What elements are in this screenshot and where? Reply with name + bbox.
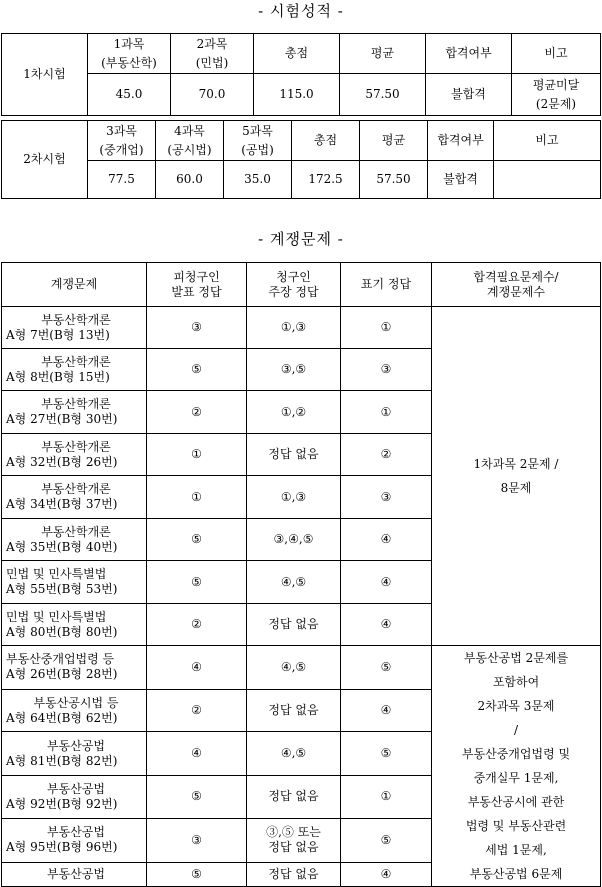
round2-value-pass: 불합격 [428, 161, 494, 199]
marked-answer: ② [341, 434, 432, 476]
round1-score-table [1, 33, 601, 116]
claimed-answer: 정답 없음 [247, 862, 341, 886]
round2-header-total: 총점 [292, 121, 360, 161]
round1-value-pass: 불합격 [426, 74, 512, 116]
round1-header-note: 비고 [512, 34, 601, 74]
dispute-header-question: 계쟁문제 [2, 263, 147, 307]
claimed-answer: ④,⑤ [247, 646, 341, 690]
claimed-answer: 정답 없음 [247, 689, 341, 732]
marked-answer: ① [341, 307, 432, 349]
question-cell: 부동산학개론 A형 32번(B형 26번) [2, 434, 147, 476]
claimed-answer: ④,⑤ [247, 732, 341, 776]
claimed-answer: ④,⑤ [247, 561, 341, 604]
round2-header-subject4: 4과목 (공시법) [156, 121, 224, 161]
question-cell: 부동산학개론 A형 8번(B형 15번) [2, 349, 147, 391]
round2-header-subject5: 5과목 (공법) [224, 121, 292, 161]
round1-header-total: 총점 [254, 34, 340, 74]
round2-label: 2차시험 [2, 121, 88, 199]
round2-value-subject4: 60.0 [156, 161, 224, 199]
claimed-answer: ①,③ [247, 476, 341, 519]
round1-value-subject1: 45.0 [88, 74, 171, 116]
claimed-answer: 정답 없음 [247, 776, 341, 819]
official-answer: ⑤ [147, 561, 247, 604]
round2-value-subject3: 77.5 [88, 161, 156, 199]
marked-answer: ④ [341, 604, 432, 646]
official-answer: ⑤ [147, 519, 247, 561]
official-answer: ⑤ [147, 862, 247, 886]
round2-value-subject5: 35.0 [224, 161, 292, 199]
score-section-title: - 시험성적 - [258, 2, 344, 20]
round2-header-subject3: 3과목 (중개업) [88, 121, 156, 161]
official-answer: ④ [147, 646, 247, 690]
official-answer: ② [147, 604, 247, 646]
official-answer: ⑤ [147, 776, 247, 819]
marked-answer: ⑤ [341, 818, 432, 862]
question-cell: 부동산공법 [2, 862, 147, 886]
round2-header-note: 비고 [494, 121, 601, 161]
round2-value-note [494, 161, 601, 199]
question-cell: 부동산학개론 A형 27번(B형 30번) [2, 391, 147, 434]
claimed-answer: 정답 없음 [247, 434, 341, 476]
question-cell: 민법 및 민사특별법 A형 55번(B형 53번) [2, 561, 147, 604]
dispute-header-official-answer: 피청구인 발표 정답 [147, 263, 247, 307]
question-cell: 부동산공시법 등 A형 64번(B형 62번) [2, 689, 147, 732]
marked-answer: ⑤ [341, 646, 432, 690]
table-row [2, 646, 601, 690]
dispute-section-title: - 계쟁문제 - [258, 230, 344, 248]
claimed-answer: 정답 없음 [247, 604, 341, 646]
group2-required-count: 부동산공법 2문제를 포함하여 2차과목 3문제 / 부동산중개업법령 및 중개실무 1문제, 부동산공시에 관한 법령 및 부동산관련 세법 1문제, 부동산공법 6문제 [432, 646, 601, 887]
round2-header-average: 평균 [360, 121, 428, 161]
round1-header-average: 평균 [340, 34, 426, 74]
claimed-answer: ①,③ [247, 307, 341, 349]
round1-value-note: 평균미달 (2문제) [512, 74, 601, 116]
official-answer: ② [147, 391, 247, 434]
marked-answer: ③ [341, 349, 432, 391]
question-cell: 부동산학개론 A형 35번(B형 40번) [2, 519, 147, 561]
dispute-header-claimed-answer: 청구인 주장 정답 [247, 263, 341, 307]
question-cell: 부동산학개론 A형 34번(B형 37번) [2, 476, 147, 519]
question-cell: 부동산학개론 A형 7번(B형 13번) [2, 307, 147, 349]
marked-answer: ④ [341, 689, 432, 732]
official-answer: ① [147, 476, 247, 519]
question-cell: 부동산중개업법령 등 A형 26번(B형 28번) [2, 646, 147, 690]
claimed-answer: ③,⑤ [247, 349, 341, 391]
dispute-header-required-count: 합격필요문제수/ 계쟁문제수 [432, 263, 601, 307]
round1-value-average: 57.50 [340, 74, 426, 116]
round1-label: 1차시험 [2, 34, 88, 116]
official-answer: ① [147, 434, 247, 476]
marked-answer: ① [341, 776, 432, 819]
dispute-header-marked-answer: 표기 정답 [341, 263, 432, 307]
marked-answer: ④ [341, 862, 432, 886]
claimed-answer: ③,④,⑤ [247, 519, 341, 561]
marked-answer: ④ [341, 561, 432, 604]
round2-value-average: 57.50 [360, 161, 428, 199]
official-answer: ③ [147, 307, 247, 349]
question-cell: 부동산공법 A형 81번(B형 82번) [2, 732, 147, 776]
question-cell: 부동산공법 A형 95번(B형 96번) [2, 818, 147, 862]
claimed-answer: ③,⑤ 또는 정답 없음 [247, 818, 341, 862]
question-cell: 부동산공법 A형 92번(B형 92번) [2, 776, 147, 819]
claimed-answer: ①,② [247, 391, 341, 434]
round1-header-subject1: 1과목 (부동산학) [88, 34, 171, 74]
round1-value-total: 115.0 [254, 74, 340, 116]
official-answer: ④ [147, 732, 247, 776]
marked-answer: ④ [341, 519, 432, 561]
question-cell: 민법 및 민사특별법 A형 80번(B형 80번) [2, 604, 147, 646]
round2-value-total: 172.5 [292, 161, 360, 199]
round2-header-pass: 합격여부 [428, 121, 494, 161]
marked-answer: ③ [341, 476, 432, 519]
official-answer: ⑤ [147, 349, 247, 391]
table-row [2, 307, 601, 349]
official-answer: ② [147, 689, 247, 732]
marked-answer: ① [341, 391, 432, 434]
round1-header-subject2: 2과목 (민법) [171, 34, 254, 74]
marked-answer: ⑤ [341, 732, 432, 776]
official-answer: ③ [147, 818, 247, 862]
dispute-table [1, 262, 601, 887]
round2-score-table [1, 120, 601, 199]
round1-value-subject2: 70.0 [171, 74, 254, 116]
round1-header-pass: 합격여부 [426, 34, 512, 74]
group1-required-count: 1차과목 2문제 / 8문제 [432, 307, 601, 646]
